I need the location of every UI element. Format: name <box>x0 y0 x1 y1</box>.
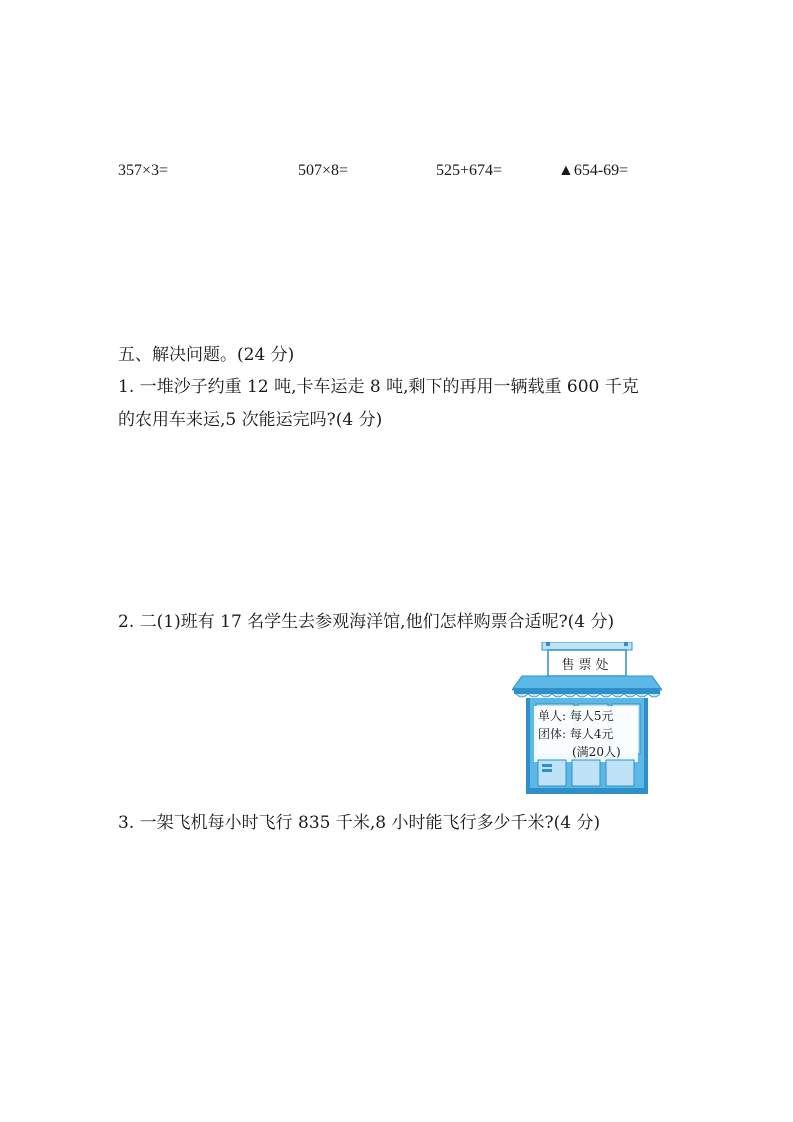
question-3-number: 3. <box>118 813 135 833</box>
calc-item-4: ▲654-69= <box>558 162 629 179</box>
question-1 <box>118 372 639 402</box>
question-1-line2: 的农用车来运,5 次能运完吗?(4 分) <box>118 410 383 430</box>
calc-item-3: 525+674= <box>436 162 503 179</box>
question-1-number: 1. <box>118 377 135 397</box>
section-title: 五、解决问题。(24 分) <box>118 345 295 365</box>
booth-group-price: 团体: 每人4元 <box>538 727 614 741</box>
question-3 <box>118 808 600 838</box>
question-2 <box>118 607 614 637</box>
question-1-line1: 一堆沙子约重 12 吨,卡车运走 8 吨,剩下的再用一辆载重 600 千克 <box>139 377 639 397</box>
ticket-booth-illustration <box>512 642 662 794</box>
booth-sign-text: 售票处 <box>561 658 613 673</box>
ticket-booth-svg <box>512 642 662 794</box>
calc-item-2: 507×8= <box>298 162 349 179</box>
booth-single-price: 单人: 每人5元 <box>538 709 614 723</box>
calc-item-1: 357×3= <box>118 162 169 179</box>
question-3-line1: 一架飞机每小时飞行 835 千米,8 小时能飞行多少千米?(4 分) <box>139 813 601 833</box>
question-2-line1: 二(1)班有 17 名学生去参观海洋馆,他们怎样购票合适呢?(4 分) <box>139 612 615 632</box>
question-2-number: 2. <box>118 612 135 632</box>
booth-group-note: (满20人) <box>572 745 621 759</box>
